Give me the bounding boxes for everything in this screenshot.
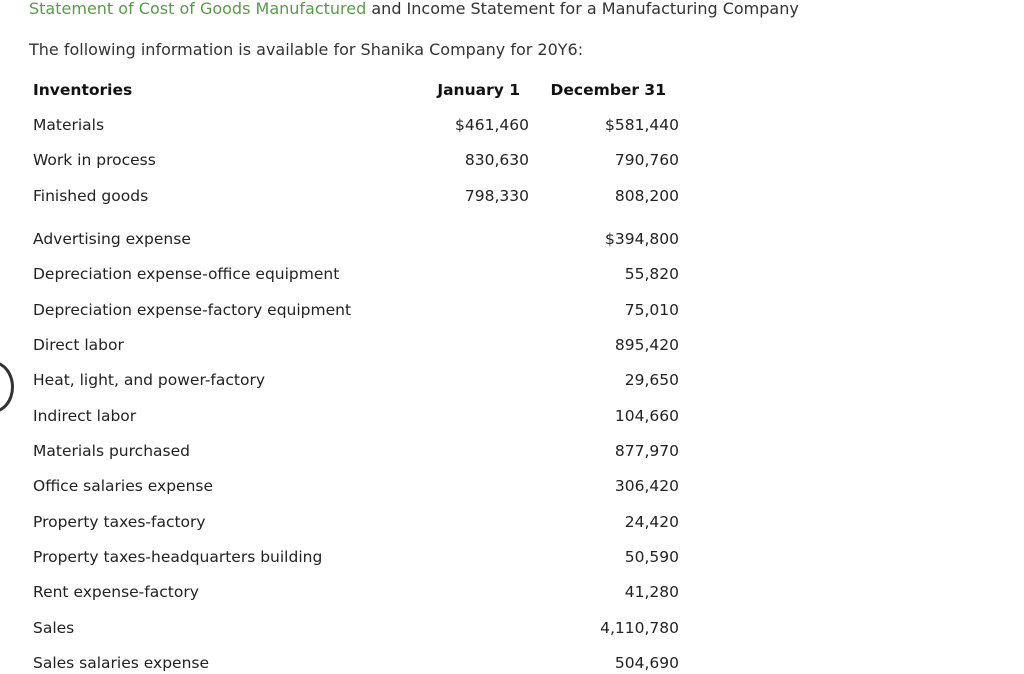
- heading-link[interactable]: Statement of Cost of Goods Manufactured: [29, 0, 367, 18]
- heading-text: and Income Statement for a Manufacturing Company: [366, 0, 799, 18]
- page-heading: [29, 0, 799, 19]
- account-value: 895,420: [614, 336, 679, 354]
- column-header-december-31: December 31: [550, 81, 666, 99]
- account-value: 29,650: [624, 371, 679, 389]
- account-row: [33, 405, 693, 427]
- account-value: 877,970: [614, 442, 679, 460]
- column-header-january-1: January 1: [437, 81, 520, 99]
- account-value: 306,420: [614, 477, 679, 495]
- inventory-jan1-value: 798,330: [464, 187, 529, 205]
- account-label: Sales salaries expense: [33, 654, 210, 672]
- account-row: [33, 299, 693, 321]
- inventory-dec31-value: $581,440: [605, 116, 679, 134]
- inventory-dec31-value: 808,200: [614, 187, 679, 205]
- account-value: $394,800: [605, 230, 679, 248]
- account-label: Materials purchased: [33, 442, 190, 460]
- inventory-jan1-value: 830,630: [464, 151, 529, 169]
- inventory-row-materials: [33, 114, 693, 136]
- account-row: [33, 511, 693, 533]
- account-row: [33, 652, 693, 674]
- account-label: Office salaries expense: [33, 477, 214, 495]
- account-label: Rent expense-factory: [33, 583, 199, 601]
- account-row: [33, 440, 693, 462]
- account-row: [33, 263, 693, 285]
- circle-marker-icon: [0, 361, 14, 413]
- account-value: 104,660: [614, 407, 679, 425]
- intro-text: The following information is available for Shanika Company for 20Y6:: [29, 40, 584, 59]
- account-label: Indirect labor: [33, 407, 137, 425]
- account-value: 50,590: [624, 548, 679, 566]
- account-label: Direct labor: [33, 336, 124, 354]
- account-label: Heat, light, and power-factory: [33, 371, 266, 389]
- account-row: [33, 369, 693, 391]
- inventory-label: Finished goods: [33, 187, 149, 205]
- account-value: 55,820: [624, 265, 679, 283]
- inventory-row-work-in-process: [33, 149, 693, 171]
- account-row: [33, 334, 693, 356]
- account-value: 24,420: [624, 513, 679, 531]
- inventories-header-label: Inventories: [33, 81, 133, 99]
- account-label: Property taxes-factory: [33, 513, 206, 531]
- inventory-label: Work in process: [33, 151, 156, 169]
- account-label: Sales: [33, 619, 75, 637]
- inventory-dec31-value: 790,760: [614, 151, 679, 169]
- inventory-row-finished-goods: [33, 185, 693, 207]
- inventories-header-row: [33, 79, 693, 101]
- account-value: 504,690: [614, 654, 679, 672]
- account-row: [33, 617, 693, 639]
- account-value: 41,280: [624, 583, 679, 601]
- inventory-jan1-value: $461,460: [455, 116, 529, 134]
- account-value: 4,110,780: [600, 619, 679, 637]
- inventory-label: Materials: [33, 116, 105, 134]
- account-row: [33, 546, 693, 568]
- account-label: Advertising expense: [33, 230, 191, 248]
- account-label: Depreciation expense-factory equipment: [33, 301, 352, 319]
- account-row: [33, 228, 693, 250]
- account-row: [33, 475, 693, 497]
- account-label: Depreciation expense-office equipment: [33, 265, 340, 283]
- account-row: [33, 581, 693, 603]
- account-label: Property taxes-headquarters building: [33, 548, 323, 566]
- account-value: 75,010: [624, 301, 679, 319]
